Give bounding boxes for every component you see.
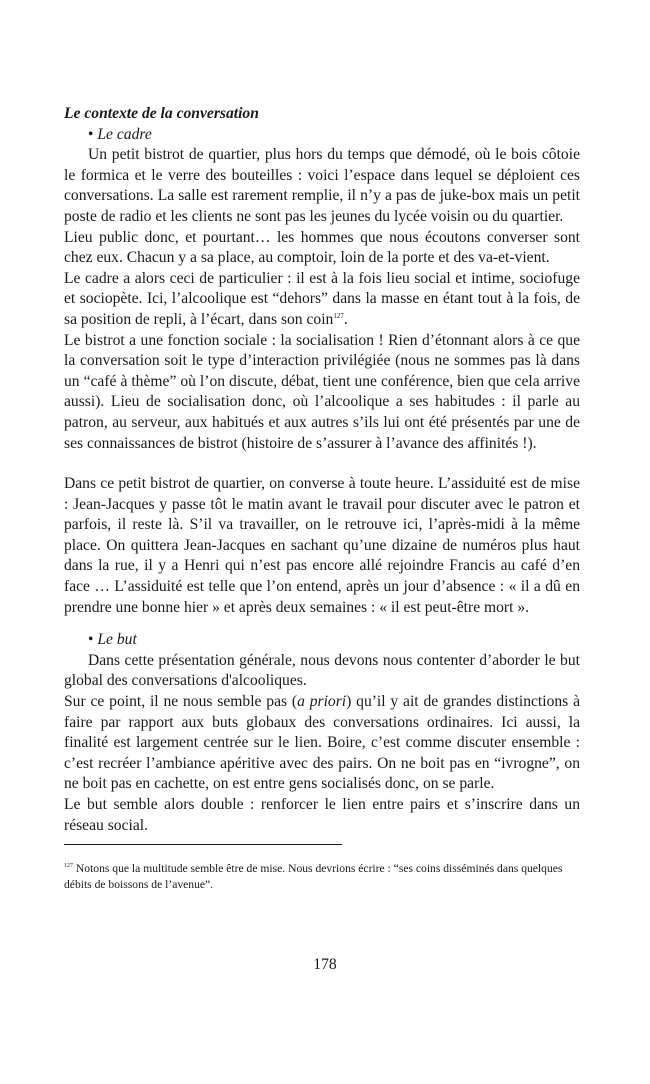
paragraph-but-2-italic: a priori bbox=[297, 693, 347, 711]
paragraph-cadre-3 bbox=[64, 269, 580, 331]
paragraph-gap bbox=[64, 454, 580, 474]
paragraph-but-2-b: ) qu’il y ait de grandes distinctions à faire par rapport aux buts globaux des conversations ordinaires. Ici aussi, la finalité est largement centrée sur le lien. Boire, c’est comme discuter ensemble : c’est recréer l’ambiance apéritive avec des pairs. On ne boit pas en “ivrogne”, on ne boit pas en cachette, on est entre gens socialisés donc, on se parle. bbox=[64, 693, 581, 793]
bullet: • bbox=[88, 125, 94, 143]
page-body bbox=[64, 104, 580, 893]
footnote-divider bbox=[64, 844, 342, 845]
paragraph-but-2-a: Sur ce point, il ne nous semble pas ( bbox=[64, 693, 298, 711]
footnote-reference: 127 bbox=[333, 311, 344, 320]
paragraph-but-2 bbox=[64, 692, 580, 795]
section-heading: Le contexte de la conversation bbox=[64, 105, 259, 122]
footnote bbox=[64, 861, 580, 893]
paragraph-cadre-2: Lieu public donc, et pourtant… les hommes que nous écoutons converser sont chez eux. Chacun y a sa place, au comptoir, loin de la porte et des va-et-vient. bbox=[64, 228, 580, 267]
paragraph-cadre-5: Dans ce petit bistrot de quartier, on converse à toute heure. L’assiduité est de mise : Jean-Jacques y passe tôt le matin avant le travail pour discuter avec le patron et parfois, il reste là. S’il va travailler, on le retrouve ici, l’après-midi à la même place. On quittera Jean-Jacques en sachant qu’une dizaine de numéros plus haut dans la rue, il y a Henri qui n’est pas encore allé rejoindre Francis au café d’en face … L’assiduité est telle que l’on entend, après un jour d’absence : « il a dû en prendre une bonne hier » et après deux semaines : « il est peut-être mort ». bbox=[64, 475, 580, 616]
subheading-cadre-title: Le cadre bbox=[97, 125, 152, 143]
paragraph-but-1: Dans cette présentation générale, nous devons nous contenter d’aborder le but global des conversations d'alcooliques. bbox=[64, 651, 580, 690]
paragraph-cadre-4: Le bistrot a une fonction sociale : la socialisation ! Rien d’étonnant alors à ce que la conversation soit le type d’interaction privilégiée (nous ne sommes pas là dans un “café à thème” où l’on discute, débat, tient une conférence, bien que cela arrive aussi). Lieu de socialisation donc, où l’alcoolique a ses habitudes : il parle au patron, au serveur, aux habitués et aux autres s’ils lui ont été présentés par une de ses connaissances de bistrot (histoire de s’assurer à l’avance des affinités !). bbox=[64, 331, 580, 452]
paragraph-cadre-3-end: . bbox=[343, 310, 348, 328]
subheading-but-title: Le but bbox=[97, 631, 137, 649]
footnote-number: 127 bbox=[64, 863, 73, 870]
paragraph-cadre-3-text: Le cadre a alors ceci de particulier : il est à la fois lieu social et intime, sociofuge et sociopète. Ici, l’alcoolique est “dehors” dans la masse en étant tout à la fois, de sa position de repli, à l’écart, dans son coin bbox=[64, 269, 580, 328]
paragraph-cadre-1: Un petit bistrot de quartier, plus hors du temps que démodé, où le bois côtoie le formica et le verre des bouteilles : voici l’espace dans lequel se déploient ces conversations. La salle est rarement remplie, il n’y a pas de juke-box mais un petit poste de radio et les clients ne sont pas les jeunes du lycée voisin ou du quartier. bbox=[64, 146, 580, 225]
footnote-text: Notons que la multitude semble être de mise. Nous devrions écrire : “ses coins disséminés dans quelques débits de boissons de l’avenue”. bbox=[64, 862, 563, 892]
paragraph-but-3: Le but semble alors double : renforcer le lien entre pairs et s’inscrire dans un réseau social. bbox=[64, 796, 580, 834]
subheading-but bbox=[64, 630, 580, 651]
bullet: • bbox=[88, 631, 94, 649]
subheading-cadre bbox=[64, 125, 580, 146]
paragraph-gap bbox=[64, 618, 580, 630]
page-number: 178 bbox=[313, 956, 337, 973]
